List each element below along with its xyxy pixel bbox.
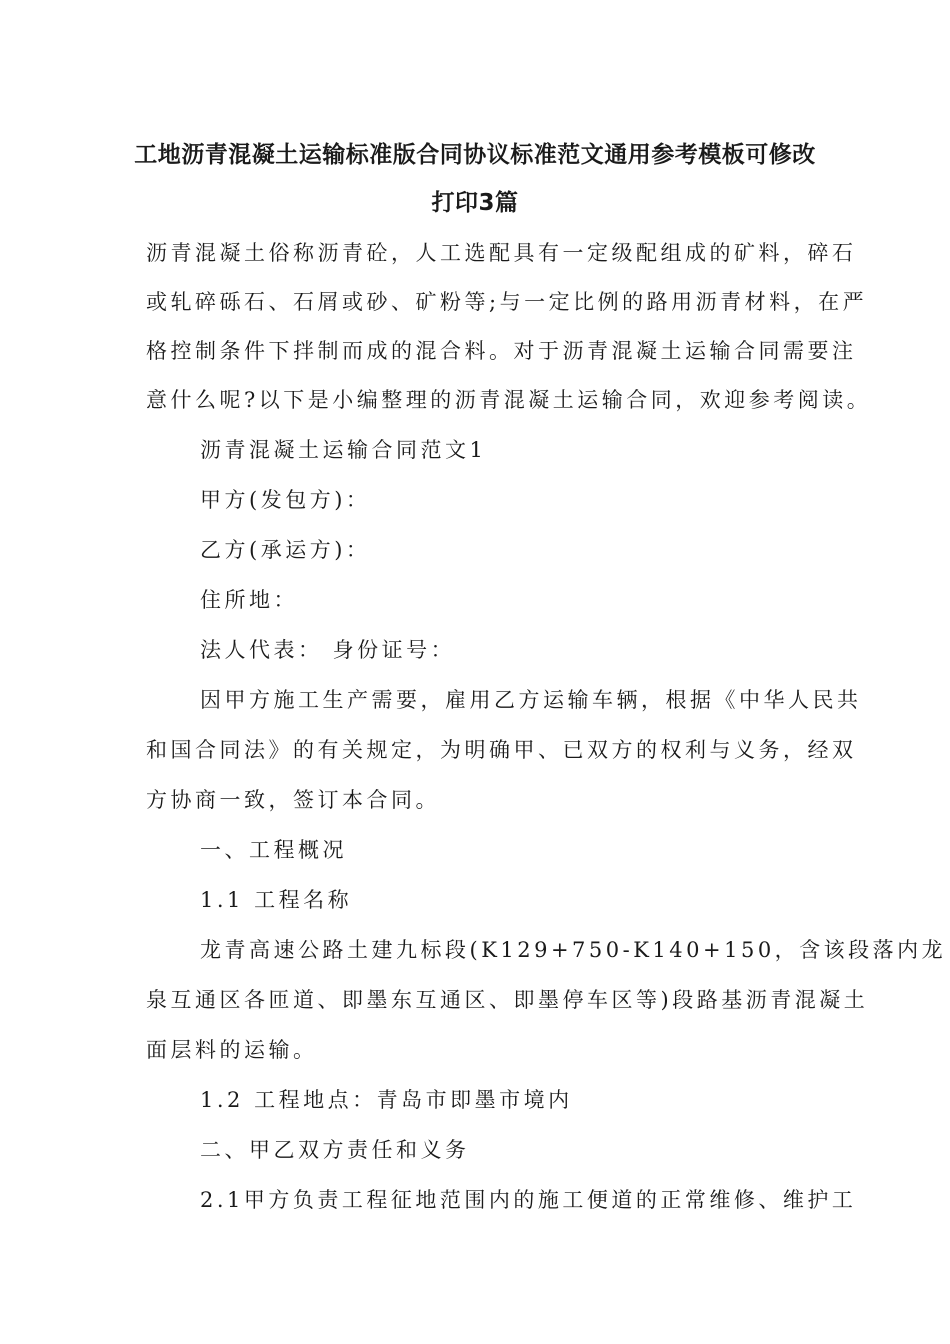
party-b-line: 乙方(承运方)： [200, 538, 371, 562]
preamble-line-2: 和国合同法》的有关规定，为明确甲、已双方的权利与义务，经双 [146, 738, 857, 762]
clause-2-1-line-1: 2.1甲方负责工程征地范围内的施工便道的正常维修、维护工 [200, 1188, 857, 1212]
clause-1-1-line-3: 面层料的运输。 [146, 1038, 318, 1062]
clause-1-1-line-2: 泉互通区各匝道、即墨东互通区、即墨停车区等)段路基沥青混凝土 [146, 988, 869, 1012]
party-a-line: 甲方(发包方)： [200, 488, 371, 512]
clause-1-1-heading: 1.1 工程名称 [200, 888, 353, 912]
intro-line-4: 意什么呢?以下是小编整理的沥青混凝土运输合同，欢迎参考阅读。 [146, 388, 872, 412]
preamble-line-3: 方协商一致，签订本合同。 [146, 788, 440, 812]
address-line: 住所地： [200, 588, 298, 612]
clause-1-2: 1.2 工程地点：青岛市即墨市境内 [200, 1088, 573, 1112]
document-title-line-1: 工地沥青混凝土运输标准版合同协议标准范文通用参考模板可修改 [134, 142, 816, 168]
intro-line-1: 沥青混凝土俗称沥青砼，人工选配具有一定级配组成的矿料，碎石 [146, 241, 857, 265]
document-title-line-2: 打印3篇 [431, 190, 519, 216]
legal-rep-line: 法人代表： 身份证号： [200, 638, 456, 662]
intro-line-2: 或轧碎砾石、石屑或砂、矿粉等;与一定比例的路用沥青材料，在严 [146, 290, 868, 314]
clause-1-1-line-1: 龙青高速公路土建九标段(K129+750-K140+150，含该段落内龙 [200, 938, 947, 962]
intro-line-3: 格控制条件下拌制而成的混合料。对于沥青混凝土运输合同需要注 [146, 339, 857, 363]
section-2-heading: 二、甲乙双方责任和义务 [200, 1138, 470, 1162]
preamble-line-1: 因甲方施工生产需要，雇用乙方运输车辆，根据《中华人民共 [200, 688, 862, 712]
section-1-heading: 一、工程概况 [200, 838, 347, 862]
section-heading-sample-1: 沥青混凝土运输合同范文1 [200, 438, 487, 462]
